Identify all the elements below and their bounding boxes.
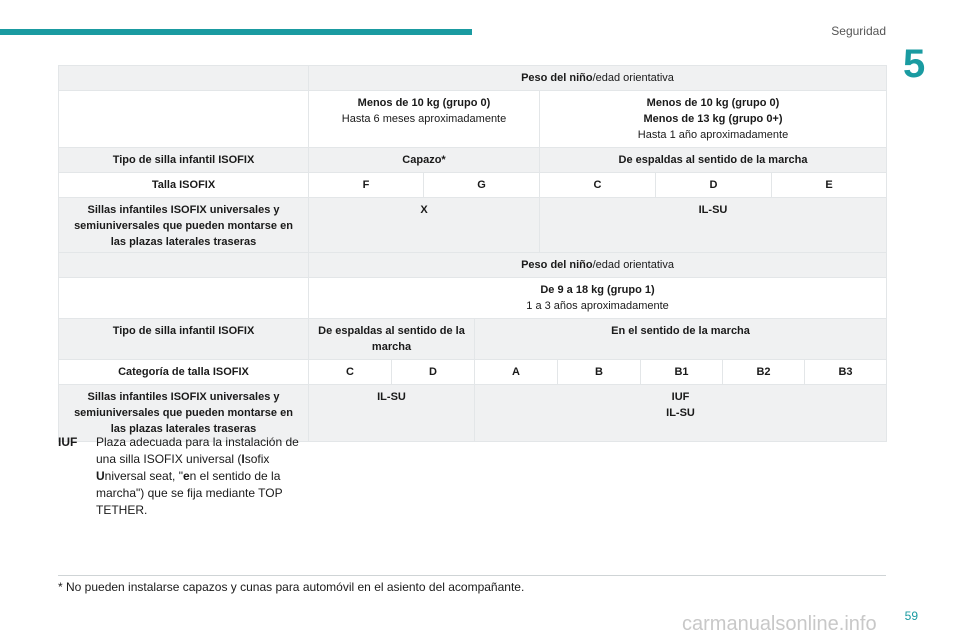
legend-highlight: e bbox=[182, 469, 190, 483]
footnote-divider bbox=[58, 575, 886, 576]
header-accent-bar bbox=[0, 29, 472, 35]
legend-text: sofix bbox=[244, 452, 270, 466]
weight-group-line1: De 9 a 18 kg (grupo 1) bbox=[540, 284, 655, 296]
size-cell: A bbox=[475, 360, 558, 385]
row-label-seats: Sillas infantiles ISOFIX universales y semiuniversales que pueden montarse en las plazas laterales traseras bbox=[59, 198, 309, 255]
weight-group-b-line1: Menos de 10 kg (grupo 0) bbox=[646, 97, 780, 109]
page-number: 59 bbox=[904, 609, 918, 623]
legend-definition bbox=[96, 434, 306, 519]
empty-cell bbox=[59, 278, 309, 319]
footnote: * No pueden instalarse capazos y cunas para automóvil en el asiento del acompañante. bbox=[58, 580, 525, 594]
seat-type-b: En el sentido de la marcha bbox=[475, 319, 887, 360]
row-label-seat-type: Tipo de silla infantil ISOFIX bbox=[59, 319, 309, 360]
weight-group-a bbox=[309, 91, 540, 148]
size-cell: E bbox=[772, 173, 887, 198]
seat-value-b-line1: IUF bbox=[671, 391, 690, 403]
legend-text: Plaza adecuada para la instalación de una silla ISOFIX universal ( bbox=[96, 435, 299, 466]
watermark: carmanualsonline.info bbox=[682, 613, 877, 635]
seat-value-b-line2: IL-SU bbox=[666, 407, 695, 419]
seat-type-b: De espaldas al sentido de la marcha bbox=[540, 148, 887, 173]
seat-value-b: IL-SU bbox=[540, 198, 887, 255]
size-cell: D bbox=[392, 360, 475, 385]
isofix-table-group-1 bbox=[58, 252, 887, 442]
weight-group-b-line2: Menos de 13 kg (grupo 0+) bbox=[643, 113, 783, 125]
chapter-number: 5 bbox=[903, 42, 926, 86]
empty-cell bbox=[59, 253, 309, 278]
size-cell: B bbox=[558, 360, 641, 385]
weight-header bbox=[309, 253, 887, 278]
size-cell: D bbox=[656, 173, 772, 198]
weight-group-a-line1: Menos de 10 kg (grupo 0) bbox=[357, 97, 491, 109]
seat-value-a: IL-SU bbox=[309, 385, 475, 442]
weight-group-b bbox=[540, 91, 887, 148]
legend-text: niversal seat, " bbox=[104, 469, 183, 483]
weight-header-bold: Peso del niño bbox=[521, 259, 593, 271]
size-cell: B3 bbox=[805, 360, 887, 385]
weight-group-b-line3: Hasta 1 año aproximadamente bbox=[637, 129, 789, 141]
row-label-size: Talla ISOFIX bbox=[59, 173, 309, 198]
weight-group-a-line2: Hasta 6 meses aproximadamente bbox=[341, 113, 507, 125]
size-cell: B1 bbox=[641, 360, 723, 385]
empty-cell bbox=[59, 91, 309, 148]
weight-group-line2: 1 a 3 años aproximadamente bbox=[526, 300, 669, 312]
isofix-table-group-0 bbox=[58, 65, 887, 255]
weight-header-bold: Peso del niño bbox=[521, 72, 593, 84]
seat-type-a: Capazo* bbox=[309, 148, 540, 173]
seat-value-a: X bbox=[309, 198, 540, 255]
weight-header bbox=[309, 66, 887, 91]
row-label-seats: Sillas infantiles ISOFIX universales y semiuniversales que pueden montarse en las plazas laterales traseras bbox=[59, 385, 309, 442]
section-title: Seguridad bbox=[831, 24, 886, 38]
empty-cell bbox=[59, 66, 309, 91]
size-cell: C bbox=[309, 360, 392, 385]
size-cell: F bbox=[309, 173, 424, 198]
seat-value-b bbox=[475, 385, 887, 442]
size-cell: C bbox=[540, 173, 656, 198]
legend-highlight: I bbox=[241, 452, 245, 466]
row-label-seat-type: Tipo de silla infantil ISOFIX bbox=[59, 148, 309, 173]
weight-header-rest: /edad orientativa bbox=[592, 72, 674, 84]
size-cell: B2 bbox=[723, 360, 805, 385]
row-label-size: Categoría de talla ISOFIX bbox=[59, 360, 309, 385]
legend-highlight: U bbox=[96, 469, 105, 483]
size-cell: G bbox=[424, 173, 540, 198]
weight-group bbox=[309, 278, 887, 319]
legend-text: n el sentido de la marcha") que se fija mediante TOP TETHER. bbox=[96, 469, 283, 517]
legend-term: IUF bbox=[58, 435, 78, 449]
weight-header-rest: /edad orientativa bbox=[592, 259, 674, 271]
seat-type-a: De espaldas al sentido de la marcha bbox=[309, 319, 475, 360]
